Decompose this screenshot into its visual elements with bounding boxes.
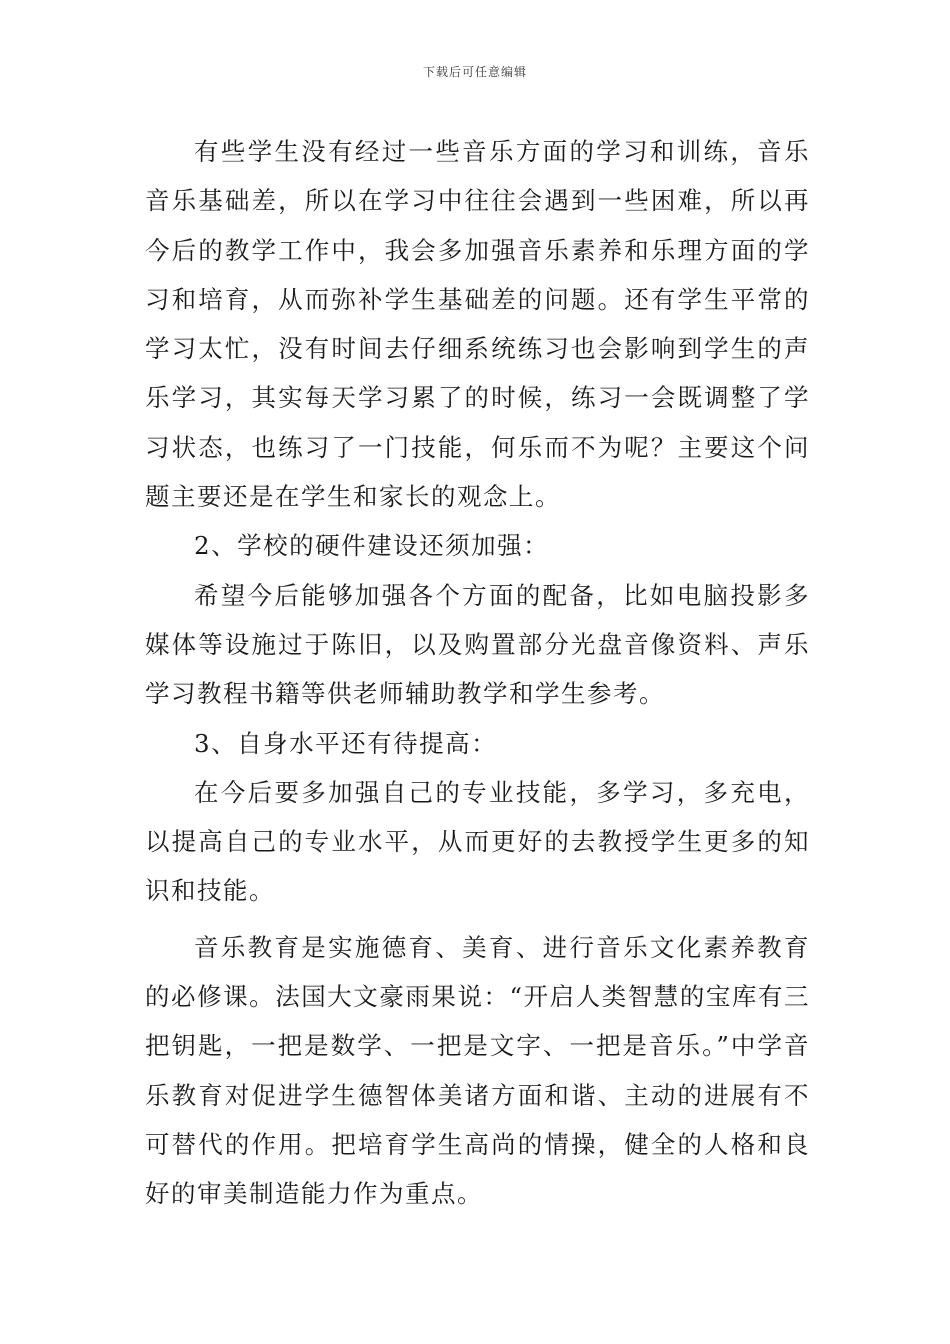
document-body [145,127,810,1219]
heading-self-level: 3、自身水平还有待提高： [194,728,498,758]
paragraph-music-education: 音乐教育是实施德育、美育、进行音乐文化素养教育的必修课。法国大文豪雨果说：“开启人类智慧的宝库有三把钥匙，一把是数学、一把是文字、一把是音乐。”中学音乐教育对促进学生德智体美诸方面和谐、主动的进展有不可替代的作用。把培育学生高尚的情操，健全的人格和良好的审美制造能力作为重点。 [145,932,810,1209]
paragraph-self-level: 在今后要多加强自己的专业技能，多学习，多充电，以提高自己的专业水平，从而更好的去教授学生更多的知识和技能。 [145,777,810,906]
paragraph-spacer [145,916,810,923]
page-header: 下载后可任意编辑 [422,65,527,79]
paragraph-student-foundation: 有些学生没有经过一些音乐方面的学习和训练，音乐音乐基础差，所以在学习中往往会遇到一些困难，所以再今后的教学工作中，我会多加强音乐素养和乐理方面的学习和培育，从而弥补学生基础差的问题。还有学生平常的学习太忙，没有时间去仔细系统练习也会影响到学生的声乐学习，其实每天学习累了的时候，练习一会既调整了学习状态，也练习了一门技能，何乐而不为呢？主要这个问题主要还是在学生和家长的观念上。 [145,137,810,512]
heading-hardware: 2、学校的硬件建设还须加强： [194,531,550,561]
paragraph-hardware: 希望今后能够加强各个方面的配备，比如电脑投影多媒体等设施过于陈旧，以及购置部分光盘音像资料、声乐学习教程书籍等供老师辅助教学和学生参考。 [145,580,810,709]
